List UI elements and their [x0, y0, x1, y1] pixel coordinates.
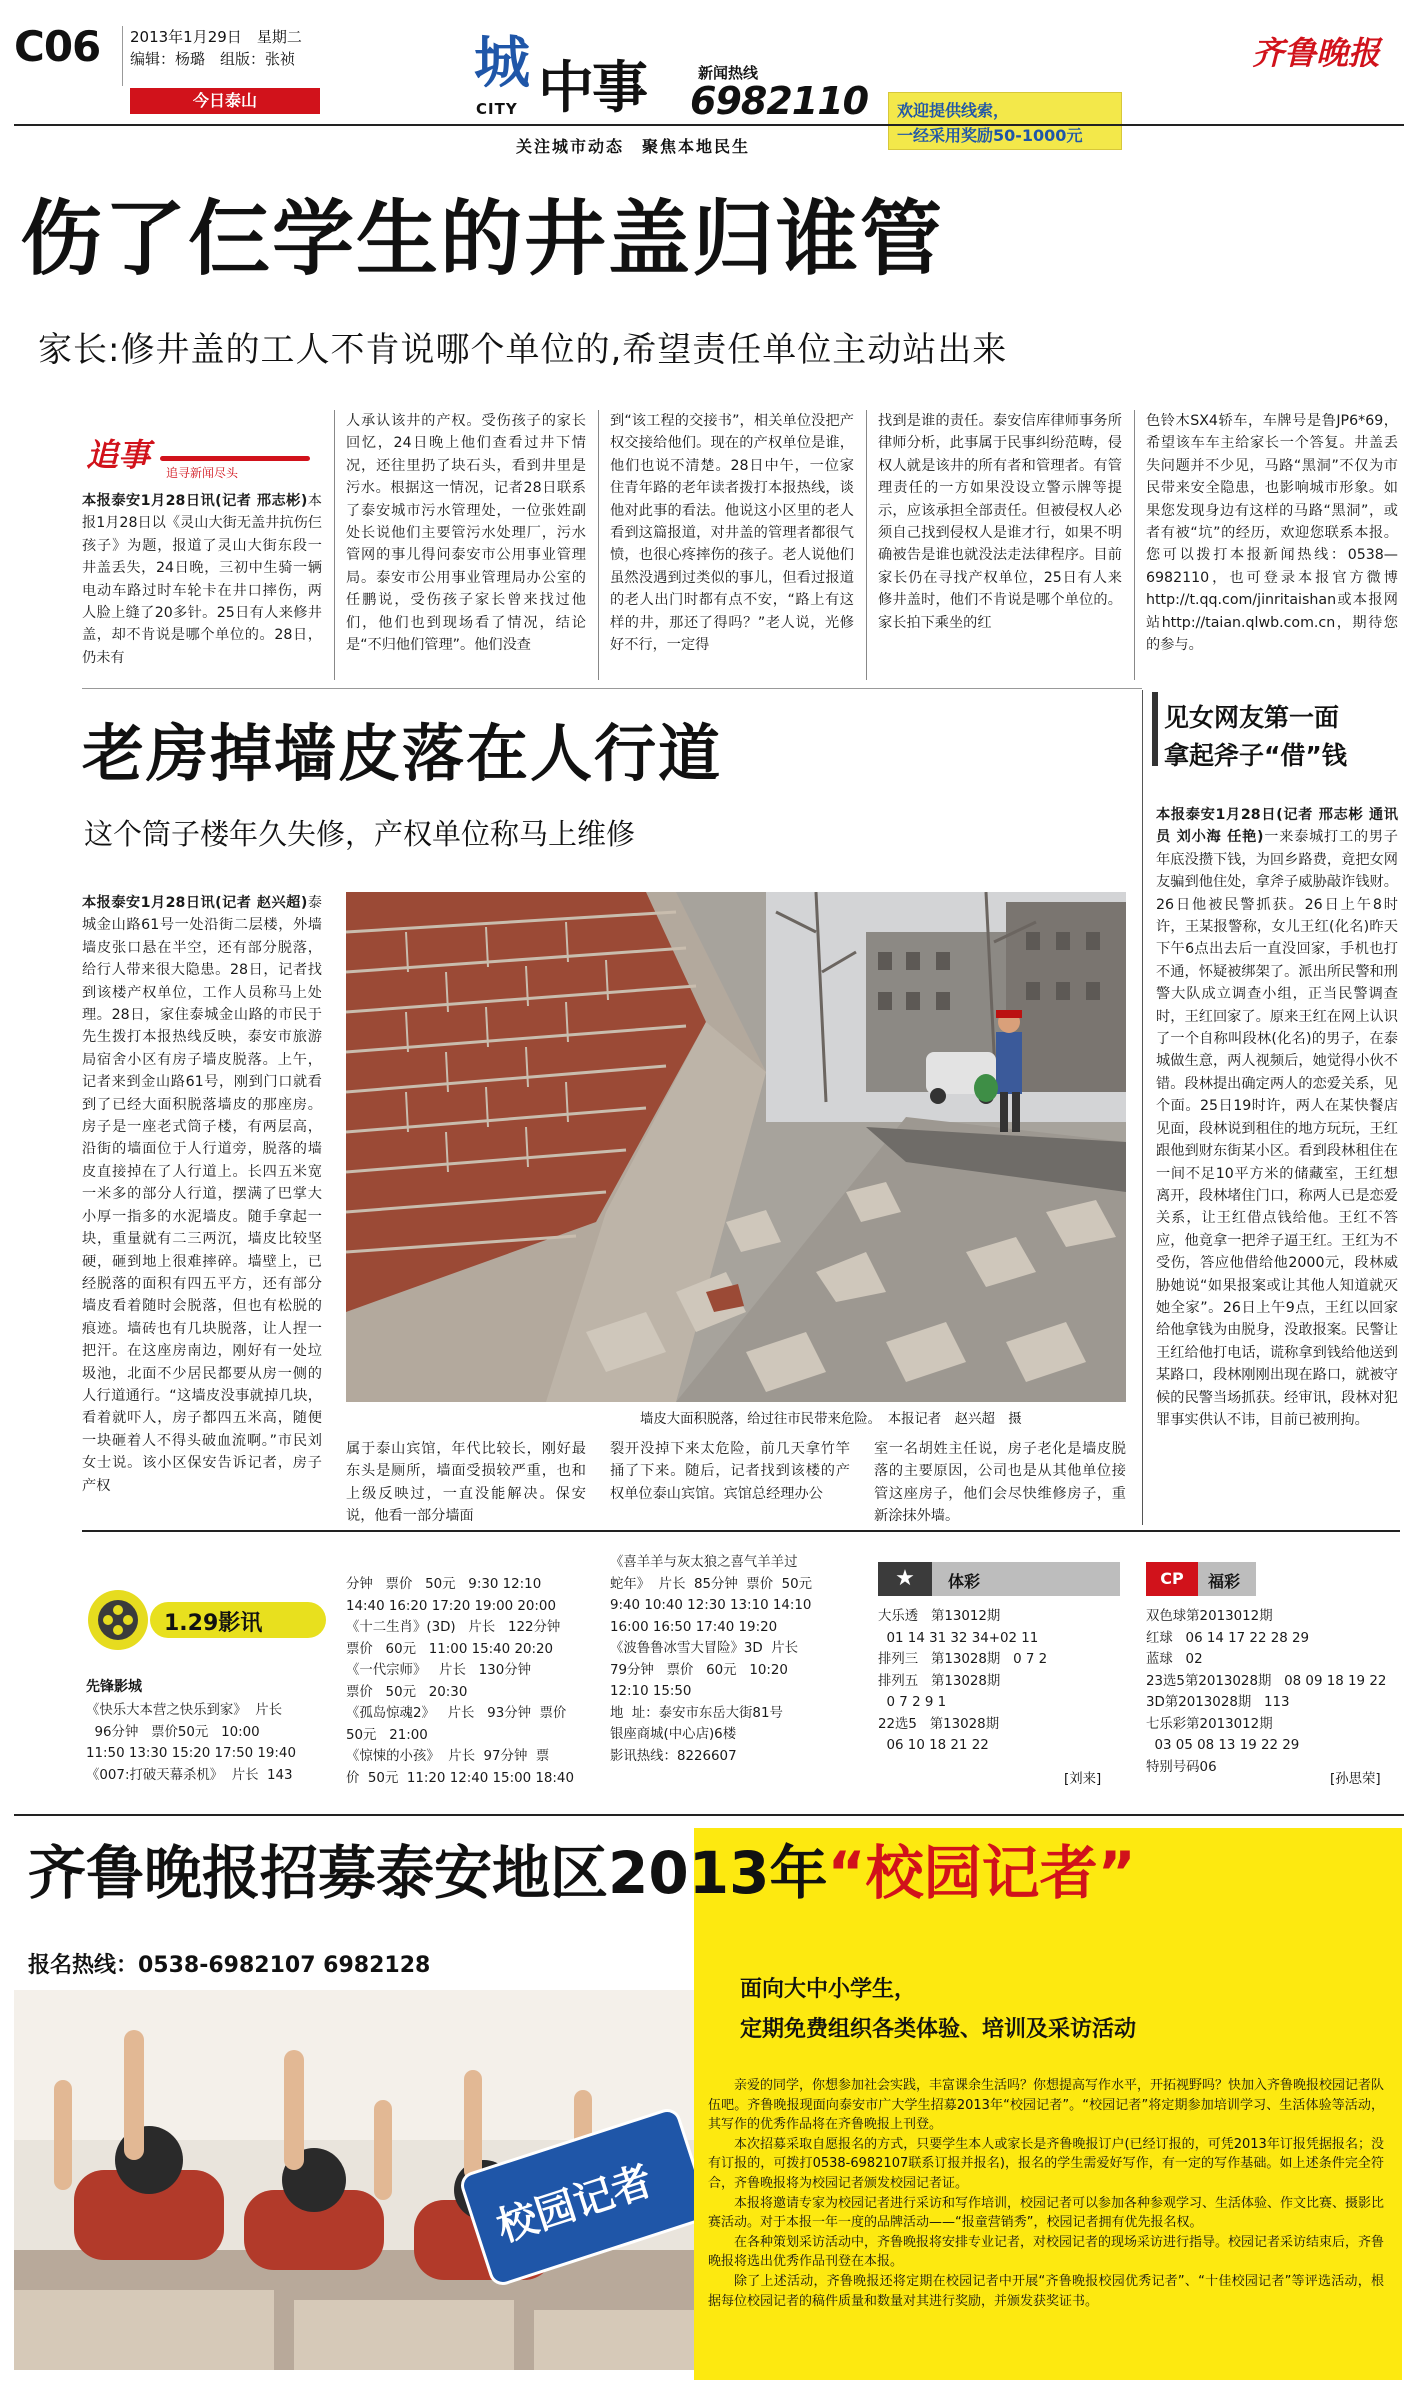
- story1-subhead: 家长:修井盖的工人不肯说哪个单位的,希望责任单位主动站出来: [38, 330, 1008, 370]
- hotline-number: 6982110: [690, 79, 869, 123]
- follow-up-tag: 追事 追寻新闻尽头: [82, 428, 322, 490]
- movies-column-2: 分钟 票价 50元 9:30 12:10 14:40 16:20 17:20 19:00 20:00 《十二生肖》(3D) 片长 122分钟 票价 60元 11:00 15:40 20:20 《一代宗师》 片长 130分钟 票价 50元 20:30 《孤岛惊魂2》 片长 93分钟 票价 50元 21:00 《惊悚的小孩》 片长 97分钟 票 价 50元 11:20 12:40 15:00 18:40: [346, 1577, 574, 1786]
- story1-headline: 伤了仨学生的井盖归谁管: [20, 192, 945, 287]
- reward-box: 欢迎提供线索， 一经采用奖励50-1000元: [888, 92, 1122, 150]
- paper-logo: 齐鲁晚报: [1252, 34, 1381, 72]
- story2-headline: 老房掉墙皮落在人行道: [82, 717, 723, 790]
- ad-body-panel: [694, 1920, 1402, 2380]
- ad-tagline-2: 定期免费组织各类体验、培训及采访活动: [740, 2017, 1137, 2042]
- story2-column-4: 室一名胡姓主任说，房子老化是墙皮脱落的主要原因，公司也是从其他单位接管这座房子，他们会尽快维修房子，重新涂抹外墙。: [874, 1441, 1126, 1524]
- cinema-name: 先锋影城: [86, 1679, 142, 1695]
- sports-lottery-header: ★ 体彩: [878, 1562, 1120, 1596]
- story1-column-1: 本报泰安1月28日讯(记者 邢志彬)本报1月28日以《灵山大街无盖井抗伤仨孩子》为题，报道了灵山大街东段一井盖丢失，24日晚，三初中生骑一辆电动车路过时车轮卡在井口摔伤，两人脸上缝了20多针。25日有人来修井盖，却不肯说是哪个单位的。28日，仍未有: [82, 493, 322, 666]
- editors: 编辑：杨璐 组版：张祯: [130, 50, 296, 68]
- welfare-lottery-results: 双色球第2013012期 红球 06 14 17 22 28 29 蓝球 02 23选5第2013028期 08 09 18 19 22 3D第2013028期 113 七乐彩第2013012期 03 05 08 13 19 22 29 特别号码06: [1146, 1609, 1387, 1775]
- story1-column-5: 色铃木SX4轿车，车牌号是鲁JP6*69，希望该车车主给家长一个答复。井盖丢失问题并不少见，马路“黑洞”不仅为市民带来安全隐患，也影响城市形象。如果您发现身边有这样的马路“黑洞”，或者有被“坑”的经历，欢迎您联系本报。您可以拨打本报新闻热线：0538—6982110，也可登录本报官方微博http://t.qq.com/jinritaishan或本报网站http://taian.qlwb.com.cn，期待您的参与。: [1146, 413, 1398, 654]
- ad-signup-hotline: 报名热线：0538-6982107 6982128: [28, 1953, 431, 1978]
- crumbling-wall-photo: [346, 892, 1126, 1402]
- story2-photo-caption: 墙皮大面积脱落，给过往市民带来危险。 本报记者 赵兴超 摄: [640, 1412, 1022, 1427]
- story3-headline-2: 拿起斧子“借”钱: [1164, 741, 1347, 770]
- story2-column-3: 裂开没掉下来太危险，前几天拿竹竿捅了下来。随后，记者找到该楼的产权单位泰山宾馆。宾馆总经理办公: [610, 1441, 850, 1502]
- section-tag: 今日泰山: [130, 88, 320, 114]
- slogan: 关注城市动态 聚焦本地民生: [516, 137, 751, 156]
- sports-lottery-icon: ★: [878, 1562, 932, 1596]
- welfare-lottery-header: CP 福彩: [1146, 1562, 1256, 1596]
- ad-badge: 校园记者: [457, 2105, 712, 2288]
- page-number: C06: [14, 22, 101, 71]
- story1-column-3: 到“该工程的交接书”，相关单位没把产权交接给他们。现在的产权单位是谁，他们也说不清楚。28日中午，一位家住青年路的老年读者拨打本报热线，谈他对此事的看法。他说这小区里的老人看到这篇报道，对井盖的管理者都很气愤，也很心疼摔伤的孩子。老人说他们虽然没遇到过类似的事儿，但看过报道的老人出门时都有点不安，“路上有这样的井，那还了得吗？”老人说，光修好不行，一定得: [610, 413, 854, 654]
- story1-column-2: 人承认该井的产权。受伤孩子的家长回忆，24日晚上他们查看过井下情况，还往里扔了块石头，看到井里是污水。根据这一情况，记者28日联系了泰安城市污水管理处，一位张姓副处长说他们主要管污水处理厂，污水管网的事儿得问泰安市公用事业管理局。泰安市公用事业管理局办公室的任鹏说，受伤孩子家长曾来找过他们，他们也到现场看了情况，结论是“不归他们管理”。他们没查: [346, 413, 586, 654]
- ad-body-text: 亲爱的同学，你想参加社会实践，丰富课余生活吗？你想提高写作水平，开拓视野吗？快加入齐鲁晚报校园记者队伍吧。齐鲁晚报现面向泰安市广大学生招募2013年“校园记者”。“校园记者”将定期参加培训学习、生活体验等活动，其写作的优秀作品将在齐鲁晚报上刊登。 本次招募采取自愿报名的方式，只要学生本人或家长是齐鲁晚报订户(已经订报的，可凭2013年订报凭据报名；没有订报的，可拨打0538-6982107联系订报并报名)，报名的学生需爱好写作，有一定的写作基础。如上述条件完全符合，齐鲁晚报将为校园记者颁发校园记者证。 本报将邀请专家为校园记者进行采访和写作培训，校园记者可以参加各种参观学习、生活体验、作文比赛、摄影比赛活动。对于本报一年一度的品牌活动——“报童营销秀”，校园记者拥有优先报名权。 在各种策划采访活动中，齐鲁晚报将安排专业记者，对校园记者的现场采访进行指导。校园记者采访结束后，齐鲁晚报将选出优秀作品刊登在本报。 除了上述活动，齐鲁晚报还将定期在校园记者中开展“齐鲁晚报校园优秀记者”、“十佳校园记者”等评选活动，根据每位校园记者的稿件质量和数量对其进行奖励，并颁发获奖证书。: [708, 2078, 1384, 2309]
- story2-photo: [346, 892, 1126, 1402]
- ad-headline: 齐鲁晚报招募泰安地区2013年“校园记者”: [28, 1839, 1136, 1907]
- story2-column-1: 本报泰安1月28日讯(记者 赵兴超)泰城金山路61号一处沿街二层楼，外墙墙皮张口悬在半空，还有部分脱落，给行人带来很大隐患。28日，记者找到该楼产权单位，工作人员称马上处理。28日，家住泰城金山路的市民于先生拨打本报热线反映，泰安市旅游局宿舍小区有房子墙皮脱落。上午，记者来到金山路61号，刚到门口就看到了已经大面积脱落墙皮的那座房。房子是一座老式筒子楼，有两层高，沿街的墙面位于人行道旁，脱落的墙皮直接掉在了人行道上。长四五米宽一米多的部分人行道，摆满了巴掌大小厚一指多的水泥墙皮。随手拿起一块，重量就有二三两沉，墙皮比较坚硬，砸到地上很难摔碎。墙壁上，已经脱落的面积有四五平方，还有部分墙皮看着随时会脱落，但也有松脱的痕迹。墙砖也有几块脱落，让人捏一把汗。在这座房南边，刚好有一处垃圾池，北面不少居民都要从房一侧的人行道通行。“这墙皮没事就掉几块，看着就吓人，房子都四五米高，随便一块砸着人不得头破血流啊。”市民刘女士说。该小区保安告诉记者，房子产权: [82, 895, 322, 1494]
- ad-tagline-1: 面向大中小学生，: [740, 1977, 917, 2002]
- story1-column-4: 找到是谁的责任。泰安信库律师事务所律师分析，此事属于民事纠纷范畴，侵权人就是该井的所有者和管理者。有管理责任的一方如果没设立警示牌等提示，应该承担全部责任。但被侵权人必须自己找到侵权人是谁才行，如果不明确被告是谁也就没法走法律程序。目前家长仍在寻找产权单位，25日有人来修井盖时，他们不肯说是哪个单位的。家长拍下乘坐的红: [878, 413, 1122, 631]
- movies-column-1: 《快乐大本营之快乐到家》 片长 96分钟 票价50元 10:00 11:50 13:30 15:20 17:50 19:40 《007:打破天幕杀机》 片长 143: [86, 1703, 296, 1783]
- film-reel-icon: [86, 1588, 150, 1652]
- story3-headline-1: 见女网友第一面: [1164, 703, 1340, 732]
- issue-date: 2013年1月29日 星期二: [130, 28, 302, 46]
- movies-column-3: 《喜羊羊与灰太狼之喜气羊羊过 蛇年》 片长 85分钟 票价 50元 9:40 10:40 12:30 13:10 14:10 16:00 16:50 17:40 19:20 《波鲁鲁冰雪大冒险》3D 片长 79分钟 票价 60元 10:20 12:10 15:50 地 址：泰安市东岳大街81号 银座商城(中心店)6楼 影讯热线：8226607: [610, 1555, 813, 1764]
- welfare-lottery-icon: CP: [1146, 1562, 1198, 1596]
- sports-lottery-results: 大乐透 第13012期 01 14 31 32 34+02 11 排列三 第13028期 0 7 2 排列五 第13028期 0 7 2 9 1 22选5 第13028期 06 10 18 21 22: [878, 1609, 1048, 1753]
- story3-body: 本报泰安1月28日(记者 邢志彬 通讯员 刘小海 任艳)一来泰城打工的男子年底没攒下钱，为回乡路费，竟把女网友骗到他住处，拿斧子威胁敲诈钱财。26日他被民警抓获。26日上午8时许，王某报警称，女儿王红(化名)昨天下午6点出去后一直没回家，手机也打不通，怀疑被绑架了。派出所民警和刑警大队成立调查小组，正当民警调查时，王红回家了。原来王红在网上认识了一个自称叫段林(化名)的男子，在泰城做生意，两人视频后，她觉得小伙不错。段林提出确定两人的恋爱关系，见个面。25日19时许，两人在某快餐店见面，段林说到租住的地方玩玩，王红跟他到财东街某小区。看到段林租住在一间不足10平方米的储藏室，王红想离开，段林堵住门口，称两人已是恋爱关系，让王红借点钱给他。王红不答应，他竟拿一把斧子逼王红。王红为不受伤，答应他借给他2000元，段林威胁她说“如果报案或让其他人知道就灭她全家”。26日上午9点，王红以回家给他拿钱为由脱身，没敢报案。民警让王红给他打电话，谎称拿到钱给他送到某路口，段林刚刚出现在路口，就被守候的民警当场抓获。经审讯，段林对犯罪事实供认不讳，目前已被刑拘。: [1156, 807, 1398, 1428]
- story2-subhead: 这个筒子楼年久失修，产权单位称马上维修: [84, 817, 636, 851]
- story2-column-2: 属于泰山宾馆，年代比较长，刚好最东头是厕所，墙面受损较严重，也和上级反映过，一直没能解决。保安说，他看一部分墙面: [346, 1441, 586, 1524]
- movies-title-badge: 1.29影讯: [150, 1602, 326, 1638]
